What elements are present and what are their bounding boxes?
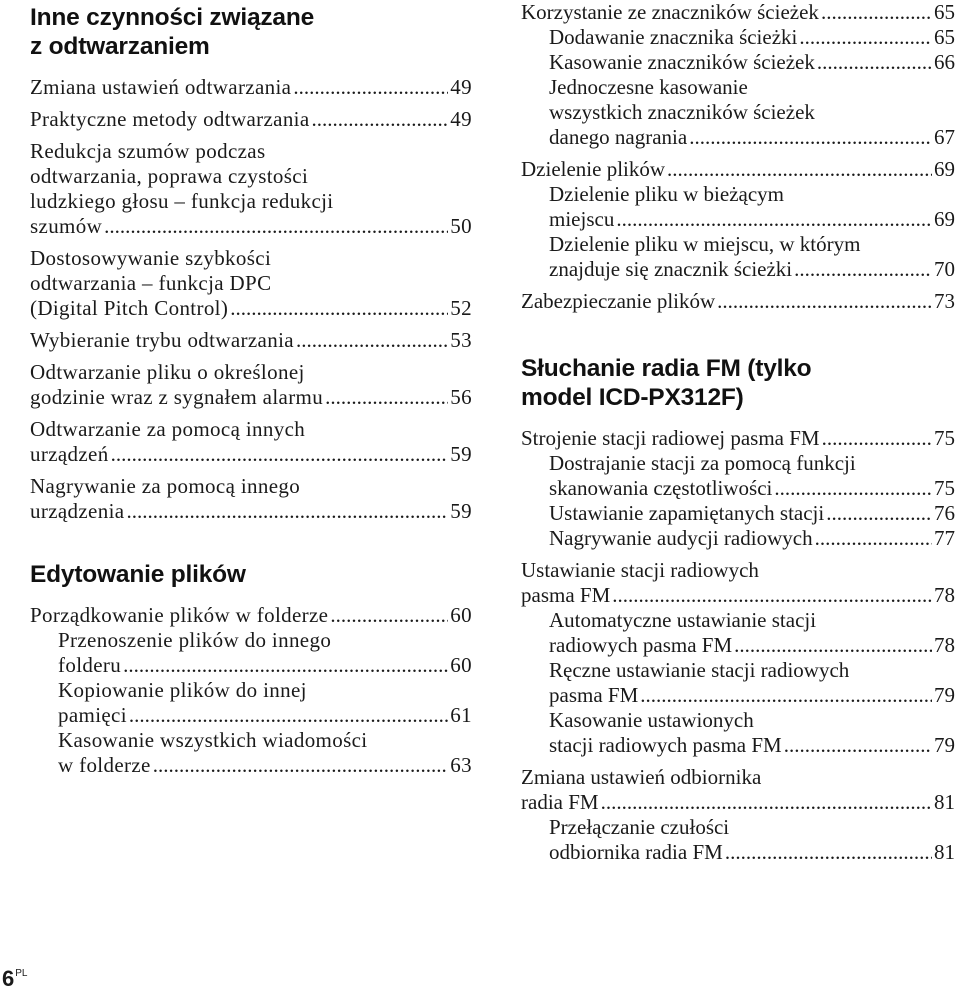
toc-entry [521, 608, 955, 658]
toc-entry-text: Ustawianie stacji radiowych [521, 558, 759, 582]
page-ref: 81 [934, 790, 955, 814]
toc-entry-row [549, 526, 955, 551]
toc-entry-row [521, 157, 955, 182]
toc-entry-text: Przenoszenie plików do innego [58, 628, 332, 652]
section-title-line: Słuchanie radia FM (tylko [521, 355, 812, 382]
toc-entry-text: Dzielenie pliku w miejscu, w którym [549, 232, 861, 256]
toc-entry [30, 603, 472, 628]
page-footer [2, 966, 27, 992]
toc-entry-text: Automatyczne ustawianie stacji [549, 608, 817, 632]
toc-entry [521, 765, 955, 815]
page-ref: 49 [450, 75, 472, 99]
toc-entry-row [521, 583, 955, 608]
toc-entry-text: Dostosowywanie szybkości [30, 246, 272, 270]
toc-entry [521, 50, 955, 75]
toc-entry-text: Jednoczesne kasowanie [549, 75, 748, 99]
dot-leader [667, 157, 932, 182]
section-title-other-playback [30, 0, 472, 61]
dot-leader [794, 257, 932, 282]
toc-entry-row [521, 790, 955, 815]
page-ref: 59 [450, 442, 472, 466]
toc-entry-text: Dzielenie pliku w bieżącym [549, 182, 784, 206]
toc-entry-row [549, 125, 955, 150]
page-ref: 79 [934, 733, 955, 757]
toc-entry-row [549, 733, 955, 758]
dot-leader [104, 214, 448, 239]
dot-leader [330, 603, 448, 628]
toc-entry-text: radia FM [521, 790, 599, 814]
page-ref: 70 [934, 257, 955, 281]
toc-entry-text: Dzielenie plików [521, 157, 666, 181]
toc-entry [521, 501, 955, 526]
toc-entry-row [521, 0, 955, 25]
toc-entry-row [549, 257, 955, 282]
toc-entry-row [30, 499, 472, 524]
toc-entry-text: ludzkiego głosu – funkcja redukcji [30, 189, 334, 213]
toc-entry [30, 628, 472, 678]
dot-leader [774, 476, 932, 501]
page-ref: 59 [450, 499, 472, 523]
dot-leader [129, 703, 448, 728]
page-ref: 69 [934, 157, 955, 181]
toc-entry-text: Strojenie stacji radiowej pasma FM [521, 426, 820, 450]
dot-leader [784, 733, 932, 758]
toc-entry-row [30, 442, 472, 467]
dot-leader [821, 0, 932, 25]
toc-entry-row [30, 385, 472, 410]
page-ref: 60 [450, 653, 472, 677]
page-ref: 75 [934, 476, 955, 500]
toc-entry-row [549, 207, 955, 232]
dot-leader [817, 50, 932, 75]
page-ref: 63 [450, 753, 472, 777]
dot-leader [153, 753, 449, 778]
toc-entry-text: Nagrywanie za pomocą innego [30, 474, 301, 498]
section-title-line: Inne czynności związane [30, 4, 315, 31]
toc-entry-text: urządzeń [30, 442, 109, 466]
dot-leader [822, 426, 932, 451]
page-ref: 60 [450, 603, 472, 627]
toc-entry-text: odbiornika radia FM [549, 840, 723, 864]
toc-entry-row [549, 476, 955, 501]
toc-entry-row [30, 75, 472, 100]
dot-leader [293, 75, 448, 100]
page-ref: 73 [934, 289, 955, 313]
toc-entry-text: Kasowanie wszystkich wiadomości [58, 728, 368, 752]
dot-leader [799, 25, 932, 50]
dot-leader [612, 583, 932, 608]
toc-entry [30, 417, 472, 467]
toc-entry-text: (Digital Pitch Control) [30, 296, 229, 320]
toc-entry [521, 157, 955, 182]
toc-entry-text: Przełączanie czułości [549, 815, 730, 839]
dot-leader [230, 296, 448, 321]
toc-entry-row [521, 426, 955, 451]
toc-list [30, 603, 472, 778]
toc-entry-text: Ustawianie zapamiętanych stacji [549, 501, 825, 525]
toc-entry [521, 232, 955, 282]
toc-entry-text: skanowania częstotliwości [549, 476, 773, 500]
toc-entry-text: Porządkowanie plików w folderze [30, 603, 329, 627]
toc-entry-text: pamięci [58, 703, 127, 727]
toc-entry-row [30, 214, 472, 239]
dot-leader [826, 501, 932, 526]
toc-entry-text: w folderze [58, 753, 151, 777]
toc-entry-text: godzinie wraz z sygnałem alarmu [30, 385, 324, 409]
page-ref: 78 [934, 633, 955, 657]
toc-entry [521, 426, 955, 451]
toc-entry-text: Wybieranie trybu odtwarzania [30, 328, 294, 352]
page-ref: 65 [934, 0, 955, 24]
toc-entry-text: Dostrajanie stacji za pomocą funkcji [549, 451, 856, 475]
toc-entry-text: Kasowanie ustawionych [549, 708, 754, 732]
dot-leader [640, 683, 932, 708]
toc-entry-text: Nagrywanie audycji radiowych [549, 526, 813, 550]
toc-entry [30, 246, 472, 321]
toc-entry-text: Praktyczne metody odtwarzania [30, 107, 310, 131]
toc-entry-text: Odtwarzanie za pomocą innych [30, 417, 306, 441]
toc-entry-text: pasma FM [521, 583, 611, 607]
toc-entry-row [549, 50, 955, 75]
toc-left-column [30, 0, 472, 778]
toc-entry-text: odtwarzania, poprawa czystości [30, 164, 309, 188]
toc-entry-text: szumów [30, 214, 103, 238]
toc-entry-text: folderu [58, 653, 122, 677]
page-ref: 81 [934, 840, 955, 864]
toc-entry [521, 289, 955, 314]
toc-entry-text: znajduje się znacznik ścieżki [549, 257, 793, 281]
toc-entry [30, 728, 472, 778]
toc-entry-text: radiowych pasma FM [549, 633, 733, 657]
toc-entry-text: Ręczne ustawianie stacji radiowych [549, 658, 850, 682]
toc-entry-text: pasma FM [549, 683, 639, 707]
section-title-fm-radio [521, 354, 955, 412]
toc-entry-text: stacji radiowych pasma FM [549, 733, 782, 757]
page-ref: 66 [934, 50, 955, 74]
page-ref: 77 [934, 526, 955, 550]
dot-leader [689, 125, 932, 150]
toc-entry-text: Kopiowanie plików do innej [58, 678, 307, 702]
dot-leader [734, 633, 932, 658]
toc-entry-text: Kasowanie znaczników ścieżek [549, 50, 815, 74]
toc-entry-row [30, 328, 472, 353]
language-code: PL [15, 968, 28, 979]
page-ref: 53 [450, 328, 472, 352]
toc-entry [521, 182, 955, 232]
toc-entry [30, 360, 472, 410]
dot-leader [725, 840, 932, 865]
dot-leader [123, 653, 448, 678]
toc-entry [521, 0, 955, 25]
toc-entry-text: Zmiana ustawień odtwarzania [30, 75, 292, 99]
toc-entry [521, 25, 955, 50]
page-ref: 78 [934, 583, 955, 607]
toc-entry-text: Zabezpieczanie plików [521, 289, 716, 313]
toc-entry [30, 107, 472, 132]
page-ref: 75 [934, 426, 955, 450]
toc-entry-text: urządzenia [30, 499, 125, 523]
page-number: 6 [2, 966, 15, 991]
page-ref: 52 [450, 296, 472, 320]
page-ref: 79 [934, 683, 955, 707]
toc-entry-text: odtwarzania – funkcja DPC [30, 271, 272, 295]
toc-list [521, 0, 955, 314]
page-ref: 65 [934, 25, 955, 49]
toc-entry [521, 708, 955, 758]
page-ref: 49 [450, 107, 472, 131]
toc-entry [30, 139, 472, 239]
toc-entry [521, 526, 955, 551]
toc-entry-row [58, 703, 472, 728]
dot-leader [296, 328, 448, 353]
toc-entry-text: Redukcja szumów podczas [30, 139, 266, 163]
toc-entry [30, 328, 472, 353]
toc-entry [521, 815, 955, 865]
section-title-editing-files: Edytowanie plików [30, 561, 246, 588]
toc-entry-row [30, 296, 472, 321]
toc-entry [30, 75, 472, 100]
section-title-line: z odtwarzaniem [30, 33, 210, 60]
page-ref: 56 [450, 385, 472, 409]
toc-entry [30, 678, 472, 728]
dot-leader [325, 385, 448, 410]
page-ref: 50 [450, 214, 472, 238]
toc-entry [521, 558, 955, 608]
toc-entry-row [549, 683, 955, 708]
dot-leader [717, 289, 932, 314]
page-ref: 69 [934, 207, 955, 231]
toc-entry-text: Korzystanie ze znaczników ścieżek [521, 0, 819, 24]
toc-entry-row [549, 25, 955, 50]
dot-leader [312, 107, 449, 132]
toc-entry-row [58, 653, 472, 678]
dot-leader [601, 790, 932, 815]
toc-entry-text: Zmiana ustawień odbiornika [521, 765, 762, 789]
toc-entry-text: danego nagrania [549, 125, 688, 149]
toc-entry [521, 75, 955, 150]
page-ref: 61 [450, 703, 472, 727]
toc-entry-text: miejscu [549, 207, 615, 231]
toc-entry [521, 658, 955, 708]
toc-list [30, 75, 472, 524]
toc-entry-text: wszystkich znaczników ścieżek [549, 100, 815, 124]
toc-entry [521, 451, 955, 501]
toc-entry-row [58, 753, 472, 778]
toc-list [521, 426, 955, 865]
toc-entry-text: Odtwarzanie pliku o określonej [30, 360, 305, 384]
dot-leader [126, 499, 448, 524]
toc-entry-row [521, 289, 955, 314]
section-title-line: model ICD-PX312F) [521, 384, 744, 411]
toc-entry-text: Dodawanie znacznika ścieżki [549, 25, 798, 49]
page-ref: 76 [934, 501, 955, 525]
toc-entry-row [549, 633, 955, 658]
toc-entry-row [549, 840, 955, 865]
page-ref: 67 [934, 125, 955, 149]
toc-right-column [521, 0, 955, 865]
toc-entry-row [30, 603, 472, 628]
toc-entry-row [30, 107, 472, 132]
dot-leader [111, 442, 449, 467]
dot-leader [815, 526, 932, 551]
toc-entry-row [549, 501, 955, 526]
toc-entry [30, 474, 472, 524]
dot-leader [616, 207, 932, 232]
